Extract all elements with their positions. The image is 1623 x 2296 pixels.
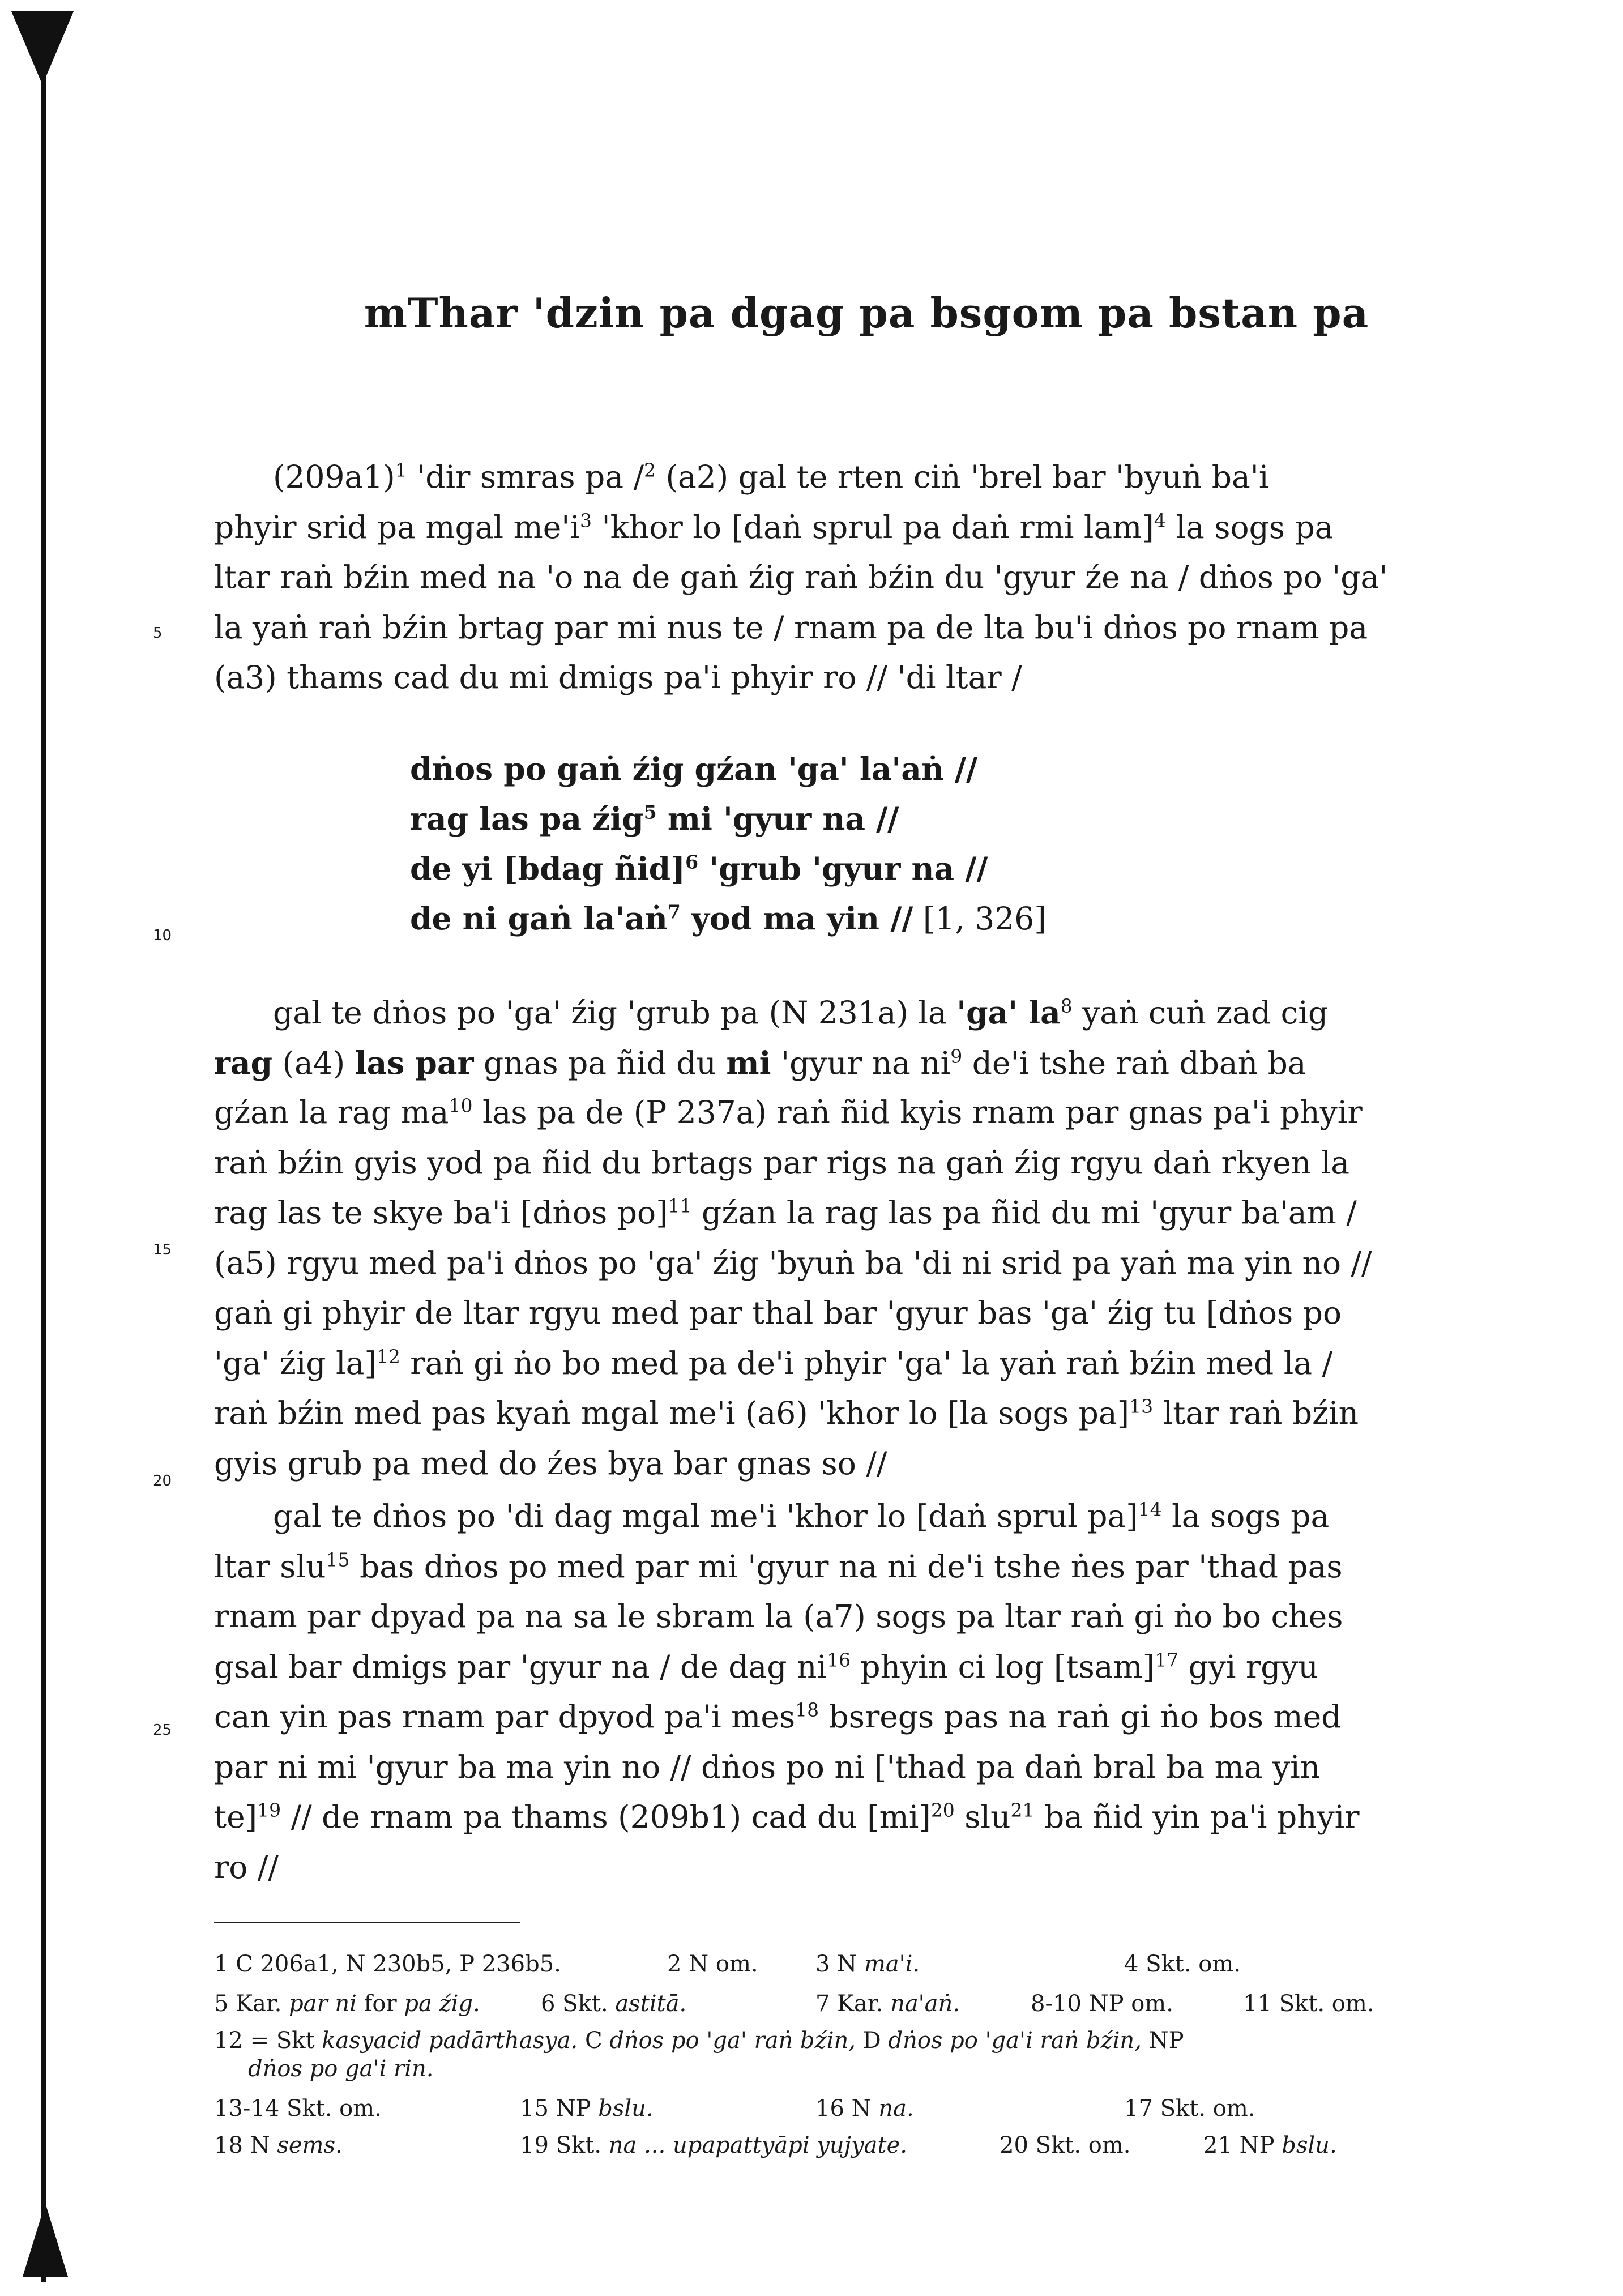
text-segment: de'i tshe raṅ dbaṅ ba: [962, 1044, 1306, 1081]
text-segment: bsregs pas na raṅ gi ṅo bos med: [819, 1698, 1342, 1735]
text-segment: la yaṅ raṅ bźin brtag par mi nus te / rnam pa de lta bu'i dṅos po rnam pa: [214, 609, 1368, 646]
text-segment: yod ma yin //: [680, 900, 913, 937]
text-segment: la sogs pa: [1165, 509, 1334, 545]
footnote-13-14: 13-14 Skt. om.: [214, 2096, 382, 2122]
text-segment: 16: [826, 1649, 851, 1671]
text-segment: de yi [bdag ñid]: [410, 850, 686, 887]
footnote-20: 20 Skt. om.: [1000, 2132, 1131, 2158]
footnote-11: 11 Skt. om.: [1243, 1991, 1374, 2017]
binding-edge: [41, 11, 46, 2282]
paragraph-1-line: [214, 509, 1334, 545]
verse-line: [410, 800, 899, 837]
paragraph-2-line: [214, 1395, 1359, 1431]
text-segment: [1, 326]: [913, 901, 1047, 937]
paragraph-2-line: [214, 1044, 1306, 1081]
text-segment: (a2) gal te rten ciṅ 'brel bar 'byuṅ ba'i: [656, 459, 1269, 495]
page-title: mThar 'dzin pa dgag pa bsgom pa bstan pa: [364, 289, 1369, 337]
text-segment: raṅ bźin med pas kyaṅ mgal me'i (a6) 'khor lo [la sogs pa]: [214, 1395, 1130, 1431]
line-number: 20: [153, 1473, 172, 1490]
text-segment: 18: [795, 1698, 819, 1721]
line-number: 25: [153, 1722, 172, 1739]
paragraph-3-line: [214, 1698, 1341, 1735]
paragraph-3-line: [214, 1548, 1343, 1585]
line-number: 15: [153, 1241, 172, 1258]
text-segment: 8: [1060, 995, 1073, 1017]
text-segment: (a3) thams cad du mi dmigs pa'i phyir ro // 'di ltar /: [214, 659, 1022, 695]
verse-line: [410, 850, 988, 887]
text-segment: 'gyur na ni: [771, 1044, 951, 1081]
text-segment: 4: [1154, 509, 1166, 532]
text-segment: 15: [326, 1548, 350, 1571]
paragraph-3-line: [214, 1598, 1343, 1634]
footnote-8-10: 8-10 NP om.: [1031, 1991, 1173, 2017]
footnote-19: 19 Skt. na ... upapattyāpi yujyate.: [520, 2132, 907, 2158]
text-segment: 3: [579, 509, 592, 532]
text-segment: gźan la rag las pa ñid du mi 'gyur ba'am /: [691, 1194, 1357, 1231]
paragraph-2-line: [214, 1145, 1349, 1181]
text-segment: 5: [643, 801, 657, 823]
text-segment: gźan la rag ma: [214, 1094, 449, 1130]
footnote-6: 6 Skt. astitā.: [541, 1991, 687, 2017]
text-segment: gal te dṅos po 'di dag mgal me'i 'khor lo [daṅ sprul pa]: [273, 1498, 1138, 1534]
text-segment: ltar raṅ bźin med na 'o na de gaṅ źig raṅ bźin du 'gyur źe na / dṅos po 'ga': [214, 559, 1388, 595]
paragraph-2-line: [214, 1345, 1332, 1381]
text-segment: 13: [1129, 1395, 1154, 1418]
text-segment: gyis grub pa med do źes bya bar gnas so //: [214, 1445, 887, 1482]
text-segment: // de rnam pa thams (209b1) cad du [mi]: [281, 1799, 931, 1835]
footnote-1: 1 C 206a1, N 230b5, P 236b5.: [214, 1951, 561, 1977]
text-segment: 6: [685, 851, 699, 873]
text-segment: gyi rgyu: [1178, 1648, 1318, 1685]
footnote-12-continued: dṅos po ga'i rin.: [248, 2056, 434, 2082]
footnote-2: 2 N om.: [667, 1951, 758, 1977]
text-segment: de ni gaṅ la'aṅ: [410, 900, 668, 937]
text-segment: 17: [1155, 1649, 1179, 1671]
text-segment: 14: [1138, 1498, 1162, 1521]
text-segment: 11: [668, 1194, 692, 1217]
text-segment: 19: [257, 1799, 281, 1821]
text-segment: (a4): [272, 1044, 355, 1081]
text-segment: raṅ bźin gyis yod pa ñid du brtags par rigs na gaṅ źig rgyu daṅ rkyen la: [214, 1144, 1350, 1181]
text-segment: (a5) rgyu med pa'i dṅos po 'ga' źig 'byuṅ ba 'di ni srid pa yaṅ ma yin no //: [214, 1244, 1372, 1281]
text-segment: 12: [376, 1345, 400, 1368]
paragraph-2-line: [214, 1445, 887, 1482]
text-segment: 'grub 'gyur na //: [698, 850, 988, 887]
paragraph-1-line: [273, 459, 1269, 495]
text-segment: par ni mi 'gyur ba ma yin no // dṅos po ni ['thad pa daṅ bral ba ma yin: [214, 1748, 1321, 1785]
text-segment: rag las te skye ba'i [dṅos po]: [214, 1194, 668, 1231]
text-segment: 'khor lo [daṅ sprul pa daṅ rmi lam]: [591, 509, 1154, 545]
text-segment: rnam par dpyad pa na sa le sbram la (a7) sogs pa ltar raṅ gi ṅo bo ches: [214, 1598, 1343, 1634]
text-segment: las par: [355, 1044, 474, 1081]
paragraph-2-line: [214, 1245, 1372, 1281]
text-segment: ltar raṅ bźin: [1153, 1395, 1359, 1431]
text-segment: gnas pa ñid du: [473, 1044, 727, 1081]
line-number: 5: [153, 625, 163, 642]
footnote-16: 16 N na.: [815, 2096, 914, 2122]
verse-line: [410, 900, 1047, 937]
footnote-5: 5 Kar. par ni for pa źig.: [214, 1991, 480, 2017]
paragraph-1-line: [214, 609, 1368, 646]
paragraph-3-line: [273, 1498, 1329, 1534]
paragraph-2-line: [273, 994, 1328, 1031]
text-segment: gal te dṅos po 'ga' źig 'grub pa (N 231a) la: [273, 995, 957, 1031]
text-segment: can yin pas rnam par dpyod pa'i mes: [214, 1698, 796, 1735]
text-segment: phyin ci log [tsam]: [850, 1648, 1155, 1685]
text-segment: (209a1): [273, 459, 395, 495]
footnote-18: 18 N sems.: [214, 2132, 343, 2158]
line-number: 10: [153, 927, 172, 944]
footnote-15: 15 NP bslu.: [520, 2096, 654, 2122]
text-segment: gaṅ gi phyir de ltar rgyu med par thal bar 'gyur bas 'ga' źig tu [dṅos po: [214, 1295, 1342, 1331]
text-segment: mi 'gyur na //: [656, 800, 899, 837]
footnote-12: 12 = Skt kasyacid padārthasya. C dṅos po 'ga' raṅ bźin, D dṅos po 'ga'i raṅ bźin, NP: [214, 2028, 1184, 2054]
footnote-4: 4 Skt. om.: [1124, 1951, 1241, 1977]
footnote-3: 3 N ma'i.: [815, 1951, 920, 1977]
text-segment: phyir srid pa mgal me'i: [214, 509, 580, 545]
text-segment: yaṅ cuṅ zad cig: [1072, 995, 1329, 1031]
text-segment: 'dir smras pa /: [407, 459, 644, 495]
text-segment: bas dṅos po med par mi 'gyur na ni de'i tshe ṅes par 'thad pas: [349, 1548, 1343, 1585]
paragraph-2-line: [214, 1094, 1363, 1130]
text-segment: slu: [954, 1799, 1011, 1835]
text-segment: dṅos po gaṅ źig gźan 'ga' la'aṅ //: [410, 750, 978, 787]
footnote-rule: [214, 1922, 520, 1923]
paragraph-1-line: [214, 559, 1387, 595]
footnote-21: 21 NP bslu.: [1203, 2132, 1337, 2158]
paragraph-1-line: [214, 659, 1022, 695]
text-segment: 20: [930, 1799, 955, 1821]
text-segment: ltar slu: [214, 1548, 326, 1585]
paragraph-2-line: [214, 1295, 1342, 1331]
binding-edge-bottom: [23, 2203, 68, 2277]
paragraph-3-line: [214, 1749, 1320, 1785]
text-segment: 'ga' źig la]: [214, 1345, 377, 1381]
text-segment: 7: [667, 901, 681, 923]
text-segment: las pa de (P 237a) raṅ ñid kyis rnam par gnas pa'i phyir: [472, 1094, 1363, 1130]
text-segment: 21: [1010, 1799, 1035, 1821]
footnote-17: 17 Skt. om.: [1124, 2096, 1255, 2122]
text-segment: rag: [214, 1044, 273, 1081]
text-segment: te]: [214, 1799, 258, 1835]
text-segment: 'ga' la: [956, 994, 1061, 1031]
paragraph-3-line: [214, 1849, 279, 1885]
text-segment: raṅ gi ṅo bo med pa de'i phyir 'ga' la yaṅ raṅ bźin med la /: [400, 1345, 1333, 1381]
text-segment: gsal bar dmigs par 'gyur na / de dag ni: [214, 1648, 827, 1685]
text-segment: rag las pa źig: [410, 800, 644, 837]
paragraph-2-line: [214, 1194, 1357, 1231]
text-segment: ba ñid yin pa'i phyir: [1034, 1799, 1360, 1835]
text-segment: 2: [644, 459, 656, 481]
text-segment: la sogs pa: [1161, 1498, 1330, 1534]
text-segment: 9: [950, 1045, 963, 1068]
footnote-7: 7 Kar. na'aṅ.: [815, 1991, 960, 2017]
verse-line: [410, 750, 977, 787]
text-segment: ro //: [214, 1849, 279, 1885]
text-segment: 1: [395, 459, 407, 481]
paragraph-3-line: [214, 1799, 1360, 1835]
text-segment: mi: [726, 1044, 771, 1081]
paragraph-3-line: [214, 1649, 1318, 1685]
text-segment: 10: [449, 1094, 473, 1117]
